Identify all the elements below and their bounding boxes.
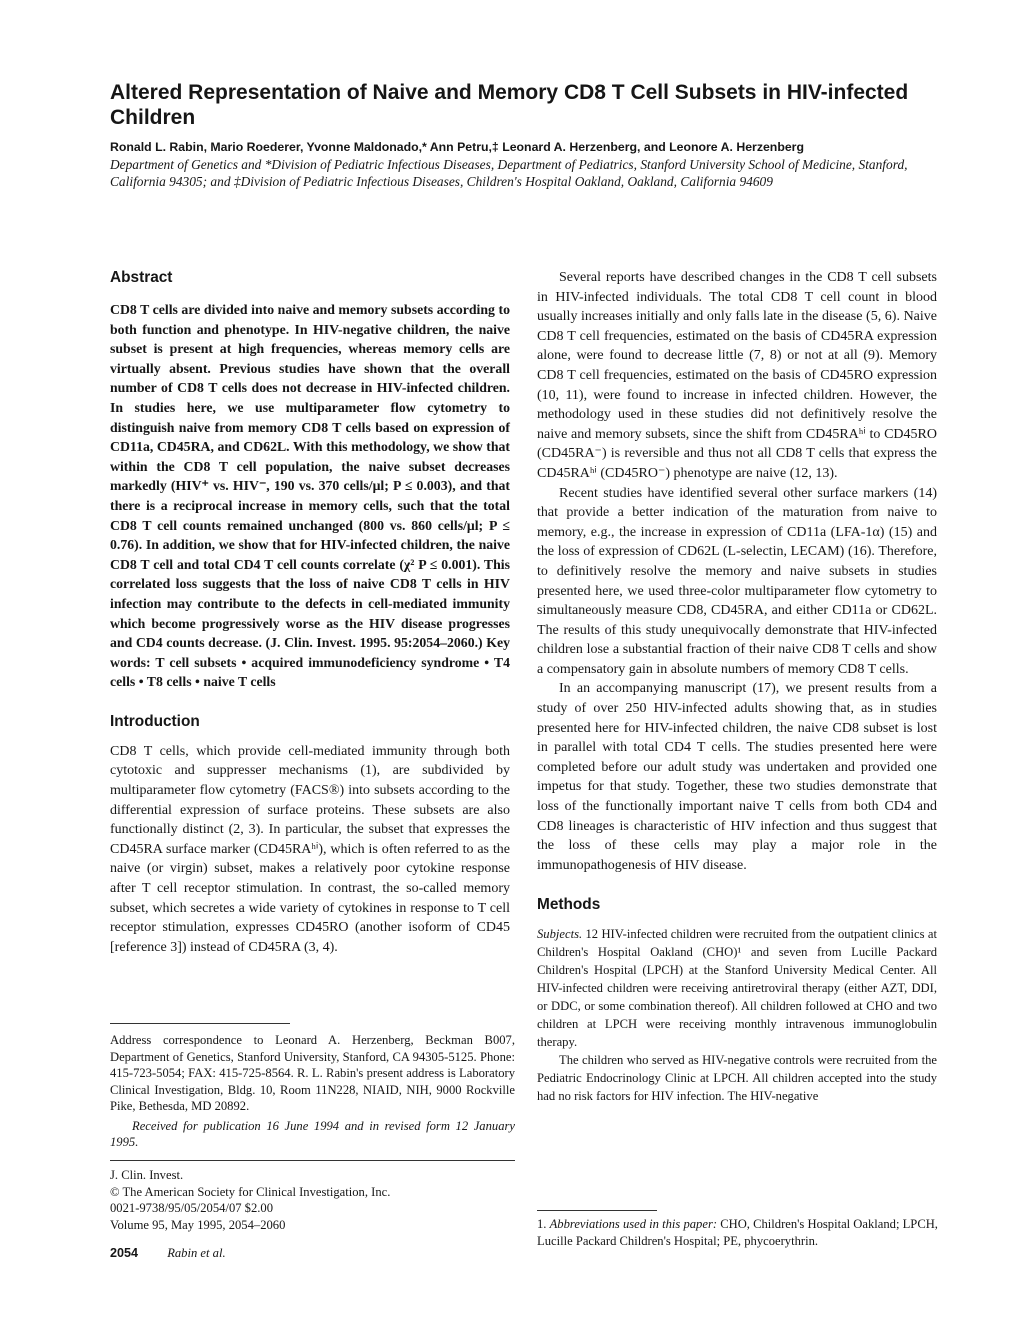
right-column (537, 268, 937, 1105)
running-author: Rabin et al. (167, 1246, 226, 1260)
affiliations: Department of Genetics and *Division of Pediatric Infectious Diseases, Department of Pediatrics, Stanford University School of Medicine, Stanford, California 94305; and ‡Division of Pediatric Infectious Diseases, Children's Hospital Oakland, Oakland, California 94609 (110, 157, 908, 189)
footnote-title: Abbreviations used in this paper: (549, 1217, 718, 1231)
correspondence-note (110, 1023, 515, 1151)
footnote-text: CHO, Children's Hospital Oakland; LPCH, Lucille Packard Children's Hospital; PE, phycoerythrin. (537, 1217, 938, 1248)
intro-paragraph-4: In an accompanying manuscript (17), we present results from a study of over 250 HIV-infected adults showing that, as in studies presented here for HIV-infected children, the naive CD8 subset is lost in parallel with total CD4 T cells. The studies presented here were completed before our adult study was undertaken and provided one impetus for that study. Together, these two studies demonstrate that loss of the functionally important naive T cells from both CD4 and CD8 lineages is characteristic of HIV infection and thus suggest that the loss of these cells may play a major role in the immunopathogenesis of HIV disease. (537, 681, 937, 873)
introduction-continued (537, 268, 937, 875)
issn: 0021-9738/95/05/2054/07 $2.00 (110, 1201, 274, 1215)
abstract-text: CD8 T cells are divided into naive and memory subsets according to both function and phenotype. In HIV-negative children, the naive subset is present at high frequencies, whereas memory cells are virtually absent. Previous studies have shown that the overall number of CD8 T cells does not decrease in HIV-infected children. In studies here, we use multiparameter flow cytometry to distinguish naive from memory CD8 T cells based on expression of CD11a, CD45RA, and CD62L. With this methodology, we show that within the CD8 T cell population, the naive subset decreases markedly (HIV⁺ vs. HIV⁻, 190 vs. 370 cells/μl; P ≤ 0.003), and that there is a reciprocal increase in memory cells, such that the total CD8 T cell counts remained unchanged (800 vs. 860 cells/μl; P ≤ 0.76). In addition, we show that for HIV-infected children, the naive CD8 T cell and total CD4 T cell counts correlate (χ² P ≤ 0.001). This correlated loss suggests that the loss of naive CD8 T cells in HIV infection may contribute to the defects in cell-mediated immunity which become progressively worse as the HIV disease progresses and CD4 counts decrease. (J. Clin. Invest. 1995. 95:2054–2060.) Key words: T cell subsets • acquired immunodeficiency syndrome • T4 cells • T8 cells • naive T cells (110, 302, 510, 690)
subjects-paragraph (537, 925, 937, 1051)
journal-divider (110, 1160, 515, 1161)
footnote-divider (110, 1023, 290, 1024)
intro-paragraph-3: Recent studies have identified several other surface markers (14) that provide a better indication of the maturation from naive to memory, e.g., the increase in expression of CD11a (LFA-1α) (15) and the loss of expression of CD62L (L-selectin, LECAM) (16). Therefore, to definitively resolve the memory and naive subsets in studies presented here, we used three-color multiparameter flow cytometry to simultaneously measure CD8, CD45RA, and either CD11a or CD62L. The results of this study unequivocally demonstrate that HIV-infected children lose a substantial fraction of their naive CD8 T cells and show a compensatory gain in absolute numbers of memory CD8 T cells. (537, 485, 937, 677)
intro-paragraph-2: Several reports have described changes in the CD8 T cell subsets in HIV-infected individuals. The total CD8 T cell count in blood usually increases initially and only falls late in the disease (5, 6). Naive CD8 T cell frequencies, estimated on the basis of CD45RA expression alone, were found to decrease little (7, 8) or not at all (9). Memory CD8 T cell frequencies, estimated on the basis of CD45RO expression (10, 11), were found to increase in infected children. However, the methodology used in these studies did not definitively resolve the naive and memory subsets, since the shift from CD45RAʰⁱ to CD45RO (CD45RA⁻) is reversible and thus not all CD8 T cells that express the CD45RAʰⁱ (CD45RO⁻) phenotype are naive (12, 13). (537, 270, 937, 481)
received-dates: Received for publication 16 June 1994 and in revised form 12 January 1995. (110, 1118, 515, 1149)
article-title: Altered Representation of Naive and Memory CD8 T Cell Subsets in HIV-infected Children (110, 81, 909, 129)
footnote-marker: 1. (537, 1217, 547, 1231)
subjects-text: 12 HIV-infected children were recruited from the outpatient clinics at Children's Hospital Oakland (CHO)¹ and seven from Lucille Packard Children's Hospital (LPCH) at the Stanford University Medical Center. All HIV-infected children were receiving antiretroviral therapy (either AZT, DDI, or DDC, or some combination thereof). All children followed at CHO and two children at LPCH were receiving monthly intravenous immunoglobulin therapy. (537, 927, 938, 1050)
journal-name: J. Clin. Invest. (110, 1168, 184, 1182)
introduction-heading: Introduction (110, 712, 200, 730)
methods-body (537, 925, 937, 1105)
methods-heading: Methods (537, 896, 601, 914)
subjects-label: Subjects. (537, 927, 583, 942)
volume-info: Volume 95, May 1995, 2054–2060 (110, 1217, 286, 1232)
introduction-body (110, 742, 510, 958)
page-footer (110, 1246, 226, 1261)
abstract-heading: Abstract (110, 269, 173, 286)
copyright: © The American Society for Clinical Investigation, Inc. (110, 1184, 391, 1199)
controls-paragraph: The children who served as HIV-negative controls were recruited from the Pediatric Endocrinology Clinic at LPCH. All children accepted into the study had no risk factors for HIV infection. The HIV-negative (537, 1053, 937, 1104)
correspondence-address: Address correspondence to Leonard A. Herzenberg, Beckman B007, Department of Genetics, Stanford University, Stanford, CA 94305-5125. Phone: 415-723-5054; FAX: 415-725-8564. R. L. Rabin's present address is Laboratory Clinical Investigation, Bldg. 10, Room 11N228, NIAID, NIH, 9000 Rockville Pike, Bethesda, MD 20892. (110, 1033, 515, 1113)
page-number: 2054 (110, 1246, 139, 1260)
author-list: Ronald L. Rabin, Mario Roederer, Yvonne Maldonado,* Ann Petru,‡ Leonard A. Herzenberg, and Leonore A. Herzenberg (110, 140, 804, 154)
footnote (537, 1210, 942, 1250)
abstract-body (110, 300, 510, 692)
left-column (110, 268, 510, 957)
intro-paragraph-1: CD8 T cells, which provide cell-mediated immunity through both cytotoxic and suppresser mechanisms (1), are subdivided by multiparameter flow cytometry (FACS®) into subsets according to the differential expression of surface proteins. These subsets are also functionally distinct (2, 3). In particular, the subset that expresses the CD45RA surface marker (CD45RAʰⁱ), which is often referred to as the naive (or virgin) subset, makes a relatively poor cytokine response after T cell receptor stimulation. In contrast, the so-called memory subset, which secretes a wide variety of cytokines in response to T cell receptor stimulation, expresses CD45RO (another isoform of CD45 [reference 3]) instead of CD45RA (3, 4). (110, 743, 510, 955)
journal-info (110, 1160, 515, 1233)
footnote-rule (537, 1210, 657, 1211)
